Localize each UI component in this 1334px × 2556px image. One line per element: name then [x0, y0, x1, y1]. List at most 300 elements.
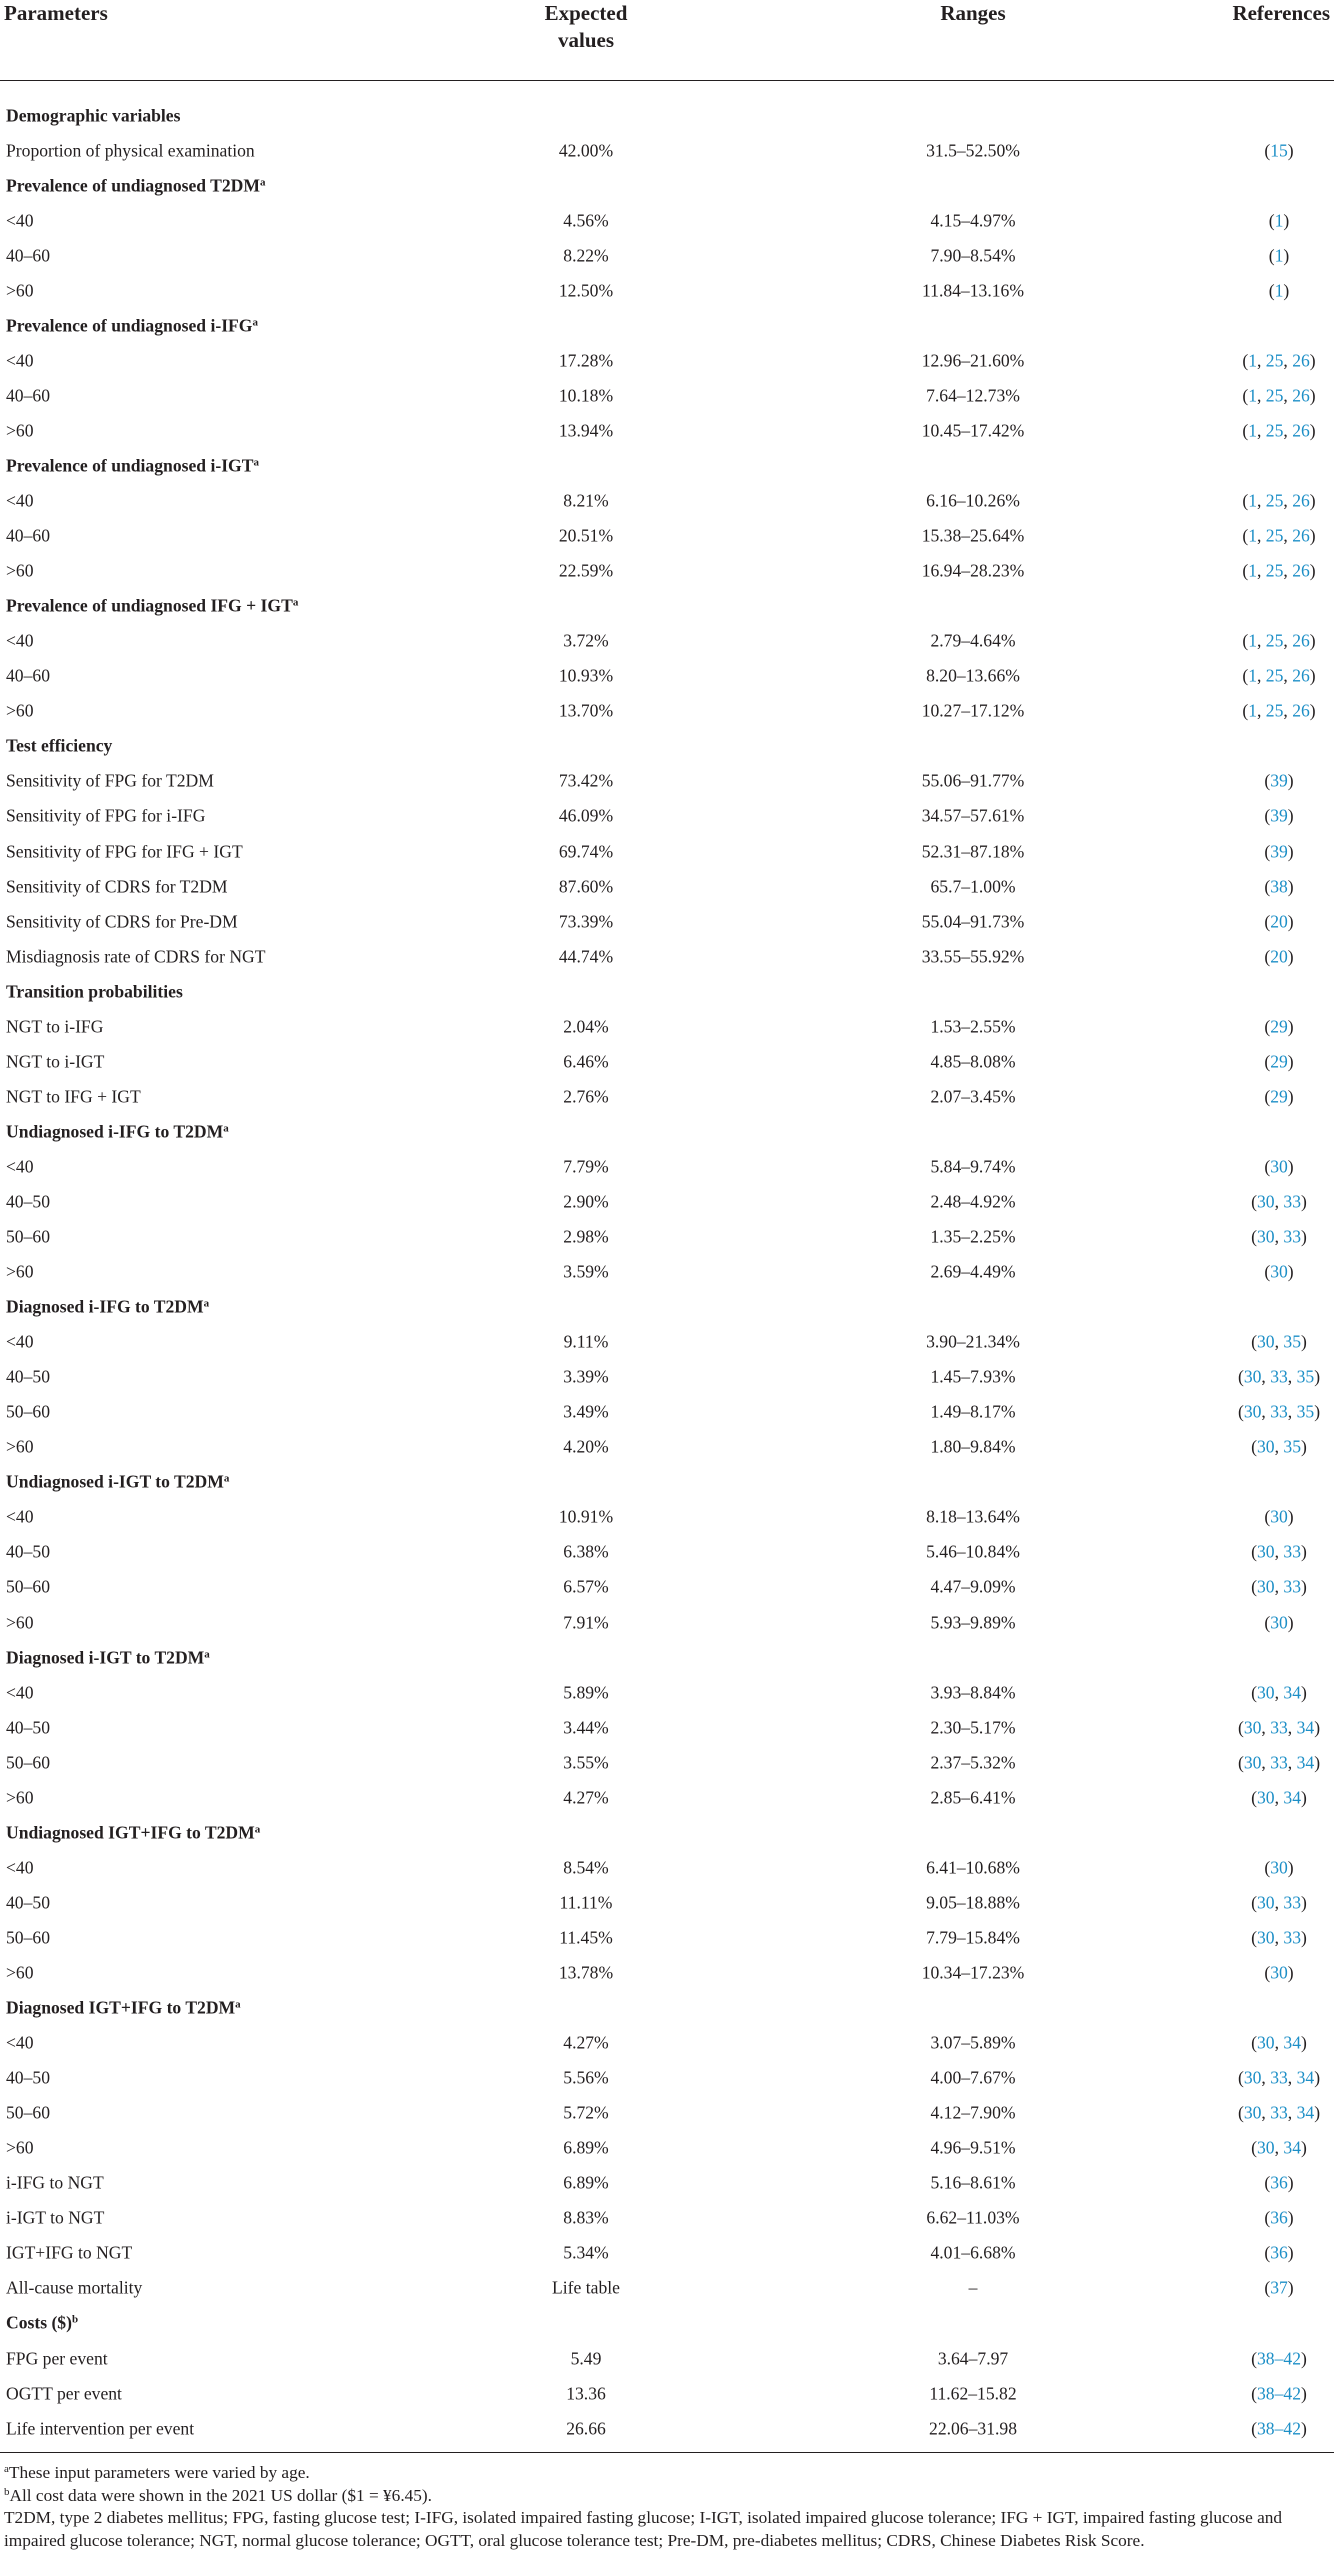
reference-link[interactable]: 30: [1257, 1331, 1275, 1352]
table-bottom-rule: [0, 2452, 1334, 2453]
table-row: [0, 1675, 1334, 1710]
header-expected-line1: Expected: [544, 1, 628, 25]
references-cell: (38): [1264, 876, 1294, 897]
reference-link[interactable]: 34: [1296, 1752, 1315, 1773]
table-row: [0, 1605, 1334, 1640]
range-cell: 2.85–6.41%: [930, 1787, 1016, 1808]
references-cell: (30, 33, 35): [1237, 1401, 1321, 1422]
references-cell: (30): [1264, 1156, 1294, 1177]
reference-link[interactable]: 25: [1265, 665, 1284, 686]
references-cell: (1, 25, 26): [1242, 560, 1316, 581]
section-row: [0, 168, 1334, 203]
parameter-cell: Sensitivity of FPG for T2DM: [6, 770, 214, 791]
expected-value-cell: 5.49: [570, 2348, 602, 2369]
reference-link[interactable]: 26: [1292, 630, 1310, 651]
references-cell: (30, 34): [1251, 1682, 1307, 1703]
range-cell: 3.64–7.97: [937, 2348, 1009, 2369]
parameter-cell: 40–50: [6, 1191, 50, 1212]
section-label: Demographic variables: [6, 105, 181, 126]
section-row: [0, 308, 1334, 343]
references-cell: (1, 25, 26): [1242, 665, 1316, 686]
reference-link[interactable]: 1: [1248, 350, 1257, 371]
reference-link[interactable]: 34: [1283, 1682, 1301, 1703]
expected-value-cell: 10.18%: [558, 385, 614, 406]
references-cell: (1, 25, 26): [1242, 490, 1316, 511]
reference-link[interactable]: 29: [1270, 1086, 1288, 1107]
footnote-abbreviations: T2DM, type 2 diabetes mellitus; FPG, fasting glucose test; I-IFG, isolated impaired fasting glucose; I-IGT, isolated impaired glucose tolerance; IFG + IGT, impaired fasting glucose and impaired glucose tolerance; NGT, normal glucose tolerance; OGTT, oral glucose tolerance test; Pre-DM, pre-diabetes mellitus; CDRS, Chinese Diabetes Risk Score.: [4, 2508, 1283, 2550]
section-label: Test efficiency: [6, 735, 113, 756]
references-cell: (38–42): [1251, 2383, 1307, 2404]
reference-link[interactable]: 34: [1296, 1717, 1315, 1738]
range-cell: 4.12–7.90%: [930, 2102, 1016, 2123]
reference-link[interactable]: 30: [1243, 1366, 1262, 1387]
range-cell: 2.79–4.64%: [930, 630, 1016, 651]
references-cell: (29): [1264, 1016, 1294, 1037]
reference-link[interactable]: 30: [1257, 1576, 1275, 1597]
reference-link[interactable]: 39: [1270, 770, 1288, 791]
reference-link[interactable]: 25: [1265, 490, 1284, 511]
reference-link[interactable]: 35: [1296, 1401, 1315, 1422]
range-cell: 4.00–7.67%: [930, 2067, 1016, 2088]
reference-link[interactable]: 30: [1270, 1156, 1288, 1177]
range-cell: 34.57–57.61%: [921, 805, 1025, 826]
footnote-marker: a: [254, 1823, 261, 1836]
table-row: [0, 1255, 1334, 1290]
section-label: Undiagnosed IGT+IFG to $T2DM^a$: [6, 1822, 261, 1843]
section-row: [0, 1290, 1334, 1325]
table-row: [0, 2341, 1334, 2376]
range-cell: 2.48–4.92%: [930, 1191, 1016, 1212]
table-row: [0, 1850, 1334, 1885]
expected-value-cell: 22.59%: [558, 560, 614, 581]
table-row: [0, 869, 1334, 904]
reference-link[interactable]: 26: [1292, 525, 1310, 546]
references-cell: (39): [1264, 770, 1294, 791]
reference-link[interactable]: 30: [1257, 1541, 1275, 1562]
expected-value-cell: 8.54%: [563, 1857, 609, 1878]
reference-link[interactable]: 30: [1257, 1436, 1275, 1457]
reference-link[interactable]: 33: [1270, 1401, 1288, 1422]
parameter-cell: >60: [6, 280, 34, 301]
references-cell: (36): [1264, 2207, 1294, 2228]
reference-link[interactable]: 35: [1283, 1331, 1301, 1352]
table-header: [0, 0, 1334, 80]
reference-link[interactable]: 29: [1270, 1051, 1288, 1072]
references-cell: (1, 25, 26): [1242, 700, 1316, 721]
reference-link[interactable]: 33: [1270, 2067, 1288, 2088]
reference-link[interactable]: 26: [1292, 490, 1310, 511]
range-cell: 4.85–8.08%: [930, 1051, 1016, 1072]
reference-link[interactable]: 30: [1243, 2102, 1262, 2123]
range-cell: 9.05–18.88%: [926, 1892, 1020, 1913]
reference-link[interactable]: 20: [1270, 946, 1288, 967]
reference-link[interactable]: 30: [1257, 1191, 1275, 1212]
range-cell: 5.84–9.74%: [930, 1156, 1016, 1177]
reference-link[interactable]: 30: [1257, 1927, 1275, 1948]
expected-value-cell: 13.36: [566, 2383, 606, 2404]
table-body: [0, 98, 1334, 2446]
expected-value-cell: 6.89%: [563, 2137, 609, 2158]
expected-value-cell: 2.76%: [563, 1086, 609, 1107]
reference-link[interactable]: 34: [1283, 2137, 1301, 2158]
section-label: Prevalence of undiagnosed $T2DM^a$: [6, 175, 266, 196]
reference-link[interactable]: 39: [1270, 805, 1288, 826]
reference-link[interactable]: 37: [1270, 2277, 1288, 2298]
reference-link[interactable]: 33: [1283, 1892, 1301, 1913]
parameter-cell: Life intervention per event: [6, 2418, 195, 2439]
table-row: [0, 1780, 1334, 1815]
footnote-b-mark: b: [4, 2485, 10, 2498]
reference-link[interactable]: 38: [1270, 876, 1288, 897]
parameter-cell: 50–60: [6, 1401, 50, 1422]
reference-link[interactable]: 33: [1283, 1927, 1301, 1948]
parameter-cell: >60: [6, 560, 34, 581]
reference-link[interactable]: 36: [1270, 2207, 1288, 2228]
expected-value-cell: 11.11%: [559, 1892, 613, 1913]
references-cell: (20): [1264, 911, 1294, 932]
expected-value-cell: 13.94%: [558, 420, 614, 441]
reference-link[interactable]: 26: [1292, 665, 1310, 686]
reference-link[interactable]: 30: [1257, 2032, 1275, 2053]
reference-link[interactable]: 25: [1265, 350, 1284, 371]
range-cell: 15.38–25.64%: [921, 525, 1025, 546]
reference-link[interactable]: 33: [1283, 1541, 1301, 1562]
header-expected-values: [536, 0, 636, 54]
references-cell: (30): [1264, 1261, 1294, 1282]
reference-link[interactable]: 30: [1270, 1962, 1288, 1983]
reference-link[interactable]: 38–42: [1257, 2348, 1301, 2369]
parameter-cell: 50–60: [6, 1226, 50, 1247]
range-cell: 11.84–13.16%: [922, 280, 1024, 301]
reference-link[interactable]: 26: [1292, 700, 1310, 721]
references-cell: (29): [1264, 1051, 1294, 1072]
reference-link[interactable]: 34: [1296, 2067, 1315, 2088]
reference-link[interactable]: 25: [1265, 700, 1284, 721]
parameter-cell: Sensitivity of CDRS for T2DM: [6, 876, 228, 897]
range-cell: 6.16–10.26%: [926, 490, 1020, 511]
expected-value-cell: 2.90%: [563, 1191, 609, 1212]
range-cell: 7.64–12.73%: [926, 385, 1020, 406]
range-cell: 6.62–11.03%: [926, 2207, 1020, 2228]
expected-value-cell: 3.72%: [563, 630, 609, 651]
footnote-marker: a: [235, 1998, 241, 2011]
range-cell: 11.62–15.82: [929, 2383, 1017, 2404]
reference-link[interactable]: 25: [1265, 385, 1284, 406]
table-row: [0, 1535, 1334, 1570]
parameter-cell: 40–50: [6, 1892, 50, 1913]
table-row: [0, 1955, 1334, 1990]
section-label: Diagnosed i-IGT to $T2DM^a$: [6, 1647, 210, 1668]
section-label: Diagnosed i-IFG to $T2DM^a$: [6, 1296, 210, 1317]
table-row: [0, 764, 1334, 799]
reference-link[interactable]: 26: [1292, 385, 1310, 406]
parameter-cell: >60: [6, 1787, 34, 1808]
section-row: [0, 589, 1334, 624]
table-row: [0, 554, 1334, 589]
expected-value-cell: 5.72%: [563, 2102, 609, 2123]
expected-value-cell: 87.60%: [558, 876, 614, 897]
parameter-cell: 40–50: [6, 1717, 50, 1738]
expected-value-cell: 6.57%: [563, 1576, 609, 1597]
table-row: [0, 1044, 1334, 1079]
section-label: Prevalence of undiagnosed i-IGT$^a$: [6, 455, 259, 476]
expected-value-cell: 8.21%: [563, 490, 609, 511]
reference-link[interactable]: 35: [1296, 1366, 1315, 1387]
references-cell: (39): [1264, 805, 1294, 826]
footnote-marker: a: [204, 1648, 210, 1661]
reference-link[interactable]: 20: [1270, 911, 1288, 932]
reference-link[interactable]: 30: [1257, 1226, 1275, 1247]
reference-link[interactable]: 30: [1270, 1857, 1288, 1878]
parameter-cell: NGT to IFG + IGT: [6, 1086, 141, 1107]
header-rule: [0, 80, 1334, 81]
reference-link[interactable]: 35: [1283, 1436, 1301, 1457]
reference-link[interactable]: 1: [1248, 700, 1257, 721]
expected-value-cell: 3.55%: [563, 1752, 609, 1773]
expected-value-cell: 10.91%: [558, 1506, 614, 1527]
references-cell: (30, 35): [1251, 1436, 1307, 1457]
range-cell: 5.16–8.61%: [930, 2172, 1016, 2193]
section-row: [0, 729, 1334, 764]
reference-link[interactable]: 26: [1292, 350, 1310, 371]
expected-value-cell: 46.09%: [558, 805, 614, 826]
parameter-cell: <40: [6, 1156, 34, 1177]
references-cell: (30, 35): [1251, 1331, 1307, 1352]
expected-value-cell: 17.28%: [558, 350, 614, 371]
reference-link[interactable]: 30: [1243, 1401, 1262, 1422]
parameter-cell: NGT to i-IGT: [6, 1051, 105, 1072]
reference-link[interactable]: 1: [1248, 560, 1257, 581]
expected-value-cell: 6.38%: [563, 1541, 609, 1562]
parameter-cell: 40–50: [6, 1366, 50, 1387]
reference-link[interactable]: 34: [1283, 2032, 1301, 2053]
references-cell: (30, 33): [1251, 1576, 1307, 1597]
table-row: [0, 2096, 1334, 2131]
reference-link[interactable]: 30: [1270, 1506, 1288, 1527]
parameter-cell: <40: [6, 1682, 34, 1703]
range-cell: 10.45–17.42%: [921, 420, 1025, 441]
range-cell: 33.55–55.92%: [921, 946, 1025, 967]
reference-link[interactable]: 1: [1274, 245, 1284, 266]
reference-link[interactable]: 1: [1248, 630, 1257, 651]
parameter-cell: Sensitivity of FPG for IFG + IGT: [6, 841, 243, 861]
table-row: [0, 2271, 1334, 2306]
parameter-cell: Sensitivity of FPG for i-IFG: [6, 805, 206, 826]
reference-link[interactable]: 30: [1257, 2137, 1275, 2158]
parameter-cell: >60: [6, 1962, 34, 1983]
table-row: [0, 624, 1334, 659]
references-cell: (36): [1264, 2172, 1294, 2193]
parameter-cell: <40: [6, 350, 34, 371]
expected-value-cell: 8.22%: [563, 245, 609, 266]
references-cell: (30, 33, 34): [1237, 2102, 1321, 2123]
expected-value-cell: 4.27%: [563, 1787, 609, 1808]
table-row: [0, 133, 1334, 168]
reference-link[interactable]: 25: [1265, 525, 1284, 546]
expected-value-cell: 42.00%: [558, 140, 614, 161]
range-cell: 4.47–9.09%: [930, 1576, 1016, 1597]
reference-link[interactable]: 36: [1270, 2242, 1288, 2263]
references-cell: (1): [1268, 245, 1290, 266]
footnote-marker: b: [71, 2313, 79, 2326]
section-row: [0, 1114, 1334, 1149]
parameter-cell: 40–60: [6, 525, 50, 546]
references-cell: (39): [1264, 841, 1294, 861]
expected-value-cell: 12.50%: [558, 280, 614, 301]
expected-value-cell: 3.39%: [563, 1366, 609, 1387]
expected-value-cell: 5.34%: [563, 2242, 609, 2263]
expected-value-cell: 2.04%: [563, 1016, 609, 1037]
reference-link[interactable]: 33: [1270, 2102, 1288, 2123]
table-row: [0, 238, 1334, 273]
references-cell: (1): [1268, 280, 1290, 301]
table-row: [0, 1079, 1334, 1114]
reference-link[interactable]: 30: [1257, 1787, 1275, 1808]
section-label: Costs ($)$^b$: [6, 2312, 79, 2333]
references-cell: (30): [1264, 1506, 1294, 1527]
parameter-cell: 40–50: [6, 1541, 50, 1562]
table-row: [0, 939, 1334, 974]
reference-link[interactable]: 33: [1283, 1191, 1301, 1212]
reference-link[interactable]: 25: [1265, 630, 1284, 651]
reference-link[interactable]: 33: [1283, 1226, 1301, 1247]
expected-value-cell: Life table: [552, 2277, 620, 2298]
table-row: [0, 519, 1334, 554]
reference-link[interactable]: 15: [1270, 140, 1288, 161]
expected-value-cell: 2.98%: [563, 1226, 609, 1247]
reference-link[interactable]: 1: [1248, 490, 1257, 511]
expected-value-cell: 26.66: [566, 2418, 606, 2439]
reference-link[interactable]: 34: [1296, 2102, 1315, 2123]
parameter-cell: 50–60: [6, 1927, 50, 1948]
section-label: Prevalence of undiagnosed IFG + $IGT^a$: [6, 595, 299, 616]
expected-value-cell: 3.44%: [563, 1717, 609, 1738]
reference-link[interactable]: 30: [1270, 1612, 1288, 1633]
table-row: [0, 2201, 1334, 2236]
range-cell: –: [968, 2277, 978, 2298]
parameter-cell: IGT+IFG to NGT: [6, 2242, 133, 2263]
reference-link[interactable]: 1: [1274, 210, 1284, 231]
range-cell: 8.18–13.64%: [926, 1506, 1020, 1527]
reference-link[interactable]: 26: [1292, 560, 1310, 581]
parameter-cell: <40: [6, 1857, 34, 1878]
reference-link[interactable]: 33: [1270, 1366, 1288, 1387]
expected-value-cell: 13.78%: [558, 1962, 614, 1983]
expected-value-cell: 10.93%: [558, 665, 614, 686]
reference-link[interactable]: 30: [1257, 1892, 1275, 1913]
parameter-cell: 50–60: [6, 2102, 50, 2123]
references-cell: (1, 25, 26): [1242, 525, 1316, 546]
reference-link[interactable]: 30: [1270, 1261, 1288, 1282]
references-cell: (30, 33, 34): [1237, 1717, 1321, 1738]
parameter-cell: <40: [6, 2032, 34, 2053]
range-cell: 10.34–17.23%: [921, 1962, 1025, 1983]
reference-link[interactable]: 38–42: [1257, 2418, 1301, 2439]
references-cell: (30, 34): [1251, 1787, 1307, 1808]
footnote-marker: a: [203, 1297, 210, 1310]
references-cell: (38–42): [1251, 2348, 1307, 2369]
parameter-cell: OGTT per event: [6, 2383, 122, 2404]
reference-link[interactable]: 39: [1270, 841, 1288, 861]
reference-link[interactable]: 25: [1265, 560, 1284, 581]
range-cell: 2.07–3.45%: [930, 1086, 1016, 1107]
reference-link[interactable]: 30: [1243, 1752, 1262, 1773]
section-row: [0, 1640, 1334, 1675]
reference-link[interactable]: 1: [1274, 280, 1284, 301]
range-cell: 3.93–8.84%: [930, 1682, 1016, 1703]
references-cell: (15): [1264, 140, 1294, 161]
reference-link[interactable]: 29: [1270, 1016, 1288, 1037]
parameter-cell: Proportion of physical examination: [6, 140, 255, 161]
table-row: [0, 2376, 1334, 2411]
range-cell: 16.94–28.23%: [921, 560, 1025, 581]
reference-link[interactable]: 25: [1265, 420, 1284, 441]
expected-value-cell: 44.74%: [558, 946, 614, 967]
range-cell: 31.5–52.50%: [926, 140, 1020, 161]
table-row: [0, 2061, 1334, 2096]
range-cell: 3.07–5.89%: [930, 2032, 1016, 2053]
expected-value-cell: 7.91%: [563, 1612, 609, 1633]
reference-link[interactable]: 1: [1248, 420, 1257, 441]
reference-link[interactable]: 33: [1270, 1752, 1288, 1773]
parameter-cell: 50–60: [6, 1752, 50, 1773]
table-row: [0, 2236, 1334, 2271]
table-row: [0, 484, 1334, 519]
parameter-cell: >60: [6, 1436, 34, 1457]
reference-link[interactable]: 33: [1270, 1717, 1288, 1738]
parameter-cell: >60: [6, 420, 34, 441]
reference-link[interactable]: 1: [1248, 525, 1257, 546]
range-cell: 1.45–7.93%: [930, 1366, 1016, 1387]
reference-link[interactable]: 30: [1257, 1682, 1275, 1703]
footnote-marker: a: [223, 1472, 230, 1485]
reference-link[interactable]: 33: [1283, 1576, 1301, 1597]
reference-link[interactable]: 30: [1243, 1717, 1262, 1738]
reference-link[interactable]: 1: [1248, 385, 1257, 406]
table-row: [0, 904, 1334, 939]
parameter-cell: 40–60: [6, 665, 50, 686]
range-cell: 2.30–5.17%: [930, 1717, 1016, 1738]
table-row: [0, 834, 1334, 869]
reference-link[interactable]: 34: [1283, 1787, 1301, 1808]
expected-value-cell: 5.56%: [563, 2067, 609, 2088]
range-cell: 10.27–17.12%: [921, 700, 1025, 721]
references-cell: (30): [1264, 1962, 1294, 1983]
references-cell: (30, 33, 35): [1237, 1366, 1321, 1387]
range-cell: 4.01–6.68%: [930, 2242, 1016, 2263]
expected-value-cell: 8.83%: [563, 2207, 609, 2228]
expected-value-cell: 4.20%: [563, 1436, 609, 1457]
parameter-cell: >60: [6, 1612, 34, 1633]
reference-link[interactable]: 36: [1270, 2172, 1288, 2193]
table-row: [0, 1184, 1334, 1219]
footnote-marker: a: [292, 596, 299, 609]
reference-link[interactable]: 1: [1248, 665, 1257, 686]
references-cell: (30, 33, 34): [1237, 1752, 1321, 1773]
reference-link[interactable]: 26: [1292, 420, 1310, 441]
range-cell: 7.90–8.54%: [930, 245, 1016, 266]
section-row: [0, 1465, 1334, 1500]
header-parameters: Parameters: [4, 1, 108, 25]
table-row: [0, 2131, 1334, 2166]
table-row: [0, 1395, 1334, 1430]
references-cell: (30, 33): [1251, 1226, 1307, 1247]
reference-link[interactable]: 38–42: [1257, 2383, 1301, 2404]
table-row: [0, 694, 1334, 729]
references-cell: (1, 25, 26): [1242, 385, 1316, 406]
references-cell: (30, 33, 34): [1237, 2067, 1321, 2088]
reference-link[interactable]: 30: [1243, 2067, 1262, 2088]
